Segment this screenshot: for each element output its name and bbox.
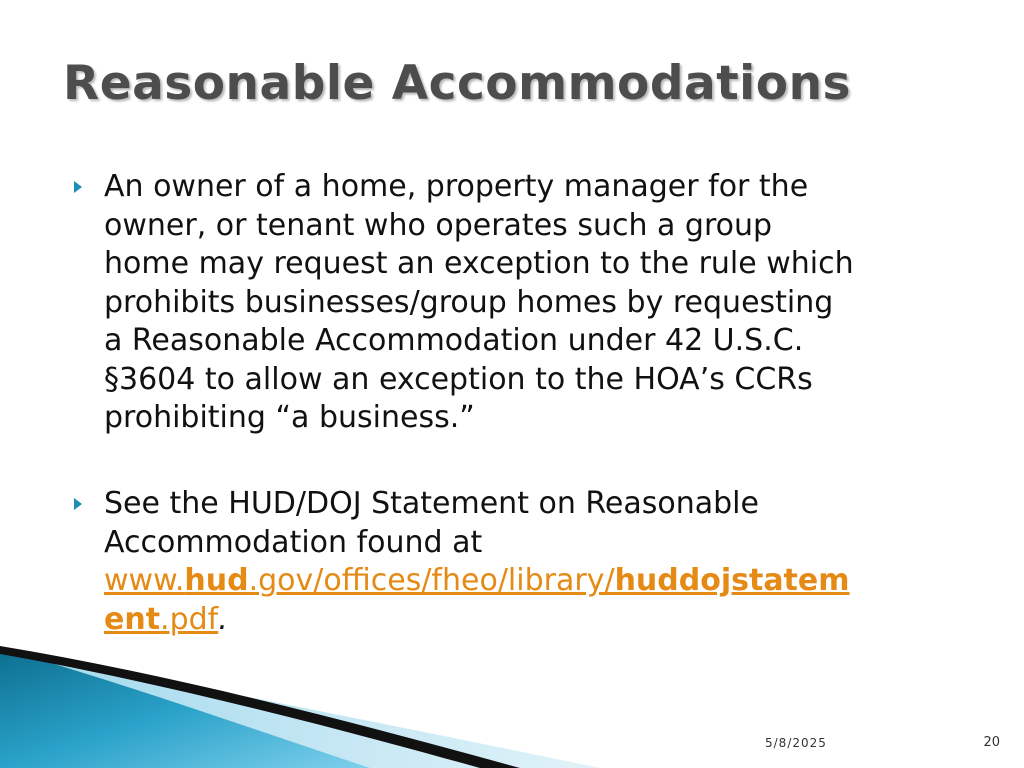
link-part: www. [104,563,185,598]
link-part: .gov/offices/fheo/library/ [248,563,615,598]
footer-date: 5/8/2025 [765,736,827,750]
bullet-text-block [104,485,954,639]
bullet-item [74,168,954,438]
hud-doj-statement-link[interactable] [104,563,850,637]
link-part: .pdf [160,601,219,637]
decorative-swoosh [0,640,1024,768]
bullet-text: An owner of a home, property manager for the owner, or tenant who operates such a group home may request an exception to the rule which prohibits businesses/group homes by requesting a Reasonable Accommodation under 42 U.S.C. §3604 to allow an exception to the HOA’s CCRs prohibiting “a business.” [104,169,854,435]
trailing-period: . [218,601,228,637]
bullet-text: See the HUD/DOJ Statement on Reasonable Accommodation found at [104,486,759,560]
bullet-item [74,485,954,639]
link-part-bold: ent [104,601,161,637]
link-part-bold: hud [184,563,249,598]
bullet-arrow-icon [74,498,82,510]
slide-number: 20 [983,735,1000,750]
slide-title: Reasonable Accommodations [63,56,851,111]
bullet-arrow-icon [74,181,82,193]
link-part-bold: huddojstatem [614,563,850,598]
